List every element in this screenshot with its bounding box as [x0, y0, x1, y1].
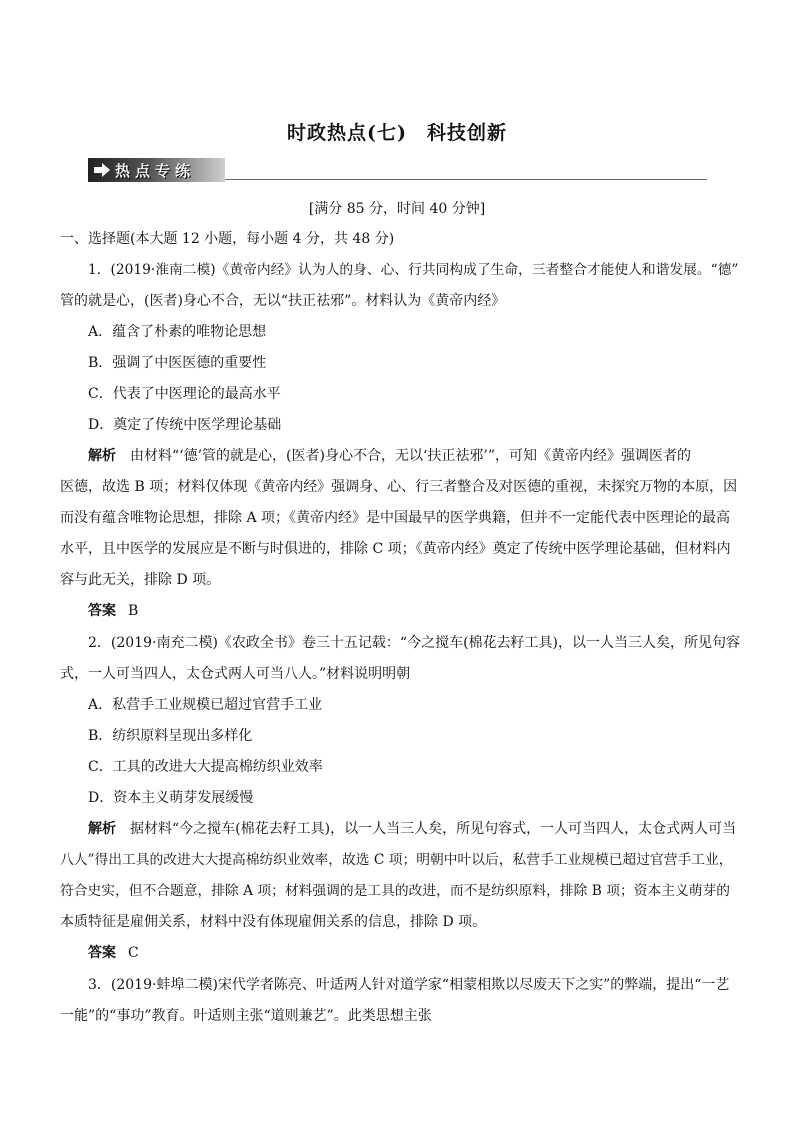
q1-stem-line1: 1．(2019·淮南二模)《黄帝内经》认为人的身、心、行共同构成了生命，三者整合才能使人和谐发展。“德” [88, 262, 739, 278]
section-banner [88, 158, 225, 182]
section-divider [225, 179, 707, 180]
q2-analysis-line4: 本质特征是雇佣关系，材料中没有体现雇佣关系的信息，排除 D 项。 [60, 914, 487, 930]
q3-stem-line2: 一能”的“事功”教育。叶适则主张“道则兼艺”。此类思想主张 [60, 1008, 432, 1024]
section-heading: 一、选择题(本大题 12 小题，每小题 4 分，共 48 分) [60, 231, 395, 247]
q1-option-b: B．强调了中医医德的重要性 [88, 355, 267, 371]
q2-analysis-line2: 八人”得出工具的改进大大提高棉纺织业效率，故选 C 项；明朝中叶以后，私营手工业规模已超过官营手工业， [60, 852, 733, 868]
score-info: [满分 85 分，时间 40 分钟] [308, 201, 486, 217]
q2-analysis-label: 解析 [88, 821, 116, 837]
title-topic-name: 科技创新 [426, 122, 507, 144]
q1-stem-line2: 管的就是心，(医者)身心不合，无以“扶正祛邪”。材料认为《黄帝内经》 [60, 293, 506, 309]
arrow-right-icon [94, 163, 110, 177]
q2-answer [88, 944, 768, 962]
q2-analysis-line1: 解析 据材料“今之搅车(棉花去籽工具)，以一人当三人矣，所见句容式，一人可当四人，太仓式两人可当 [88, 821, 737, 837]
q1-option-a: A．蕴含了朴素的唯物论思想 [88, 324, 267, 340]
q2-option-a: A．私营手工业规模已超过官营手工业 [88, 697, 323, 713]
title-topic-number: 时政热点(七) [287, 122, 407, 144]
q3-stem-line1: 3．(2019·蚌埠二模)宋代学者陈亮、叶适两人针对道学家“相蒙相欺以尽废天下之实”的弊端，提出“一艺 [88, 977, 730, 993]
q2-option-b: B．纺织原料呈现出多样化 [88, 728, 253, 744]
section-banner-label: 热点专练 [115, 162, 196, 180]
q1-analysis-line1: 解析 由材料“‘德’管的就是心，(医者)身心不合，无以‘扶正祛邪’”，可知《黄帝内经》强调医者的 [88, 448, 692, 464]
q1-answer-label: 答案 [88, 603, 116, 619]
q2-option-d: D．资本主义萌芽发展缓慢 [88, 790, 254, 806]
q1-analysis-line4: 水平，且中医学的发展应是不断与时俱进的，排除 C 项；《黄帝内经》奠定了传统中医学理论基础，但材料内 [60, 541, 731, 557]
q2-stem-line2: 式，一人可当四人，太仓式两人可当八人。”材料说明明朝 [60, 666, 411, 682]
q2-analysis-line3: 符合史实，但不合题意，排除 A 项；材料强调的是工具的改进，而不是纺织原料，排除 B 项；资本主义萌芽的 [60, 883, 731, 899]
q1-answer-value: B [128, 603, 139, 619]
q2-answer-value: C [128, 945, 139, 961]
q1-analysis-line2: 医德，故选 B 项；材料仅体现《黄帝内经》强调身、心、行三者整合及对医德的重视，未探究万物的本原，因 [60, 479, 738, 495]
page-title [0, 118, 794, 145]
q1-option-c: C．代表了中医理论的最高水平 [88, 386, 281, 402]
q2-option-c: C．工具的改进大大提高棉纺织业效率 [88, 759, 323, 775]
q2-answer-label: 答案 [88, 945, 116, 961]
q1-answer [88, 602, 768, 620]
q1-option-d: D．奠定了传统中医学理论基础 [88, 417, 282, 433]
q1-analysis-line3: 而没有蕴含唯物论思想，排除 A 项；《黄帝内经》是中国最早的医学典籍，但并不一定能代表中医理论的最高 [60, 510, 731, 526]
q2-stem-line1: 2．(2019·南充二模)《农政全书》卷三十五记载：“今之搅车(棉花去籽工具)，以一人当三人矣，所见句容 [88, 635, 740, 651]
q1-analysis-label: 解析 [88, 448, 116, 464]
q1-analysis-line5: 容与此无关，排除 D 项。 [60, 572, 221, 588]
